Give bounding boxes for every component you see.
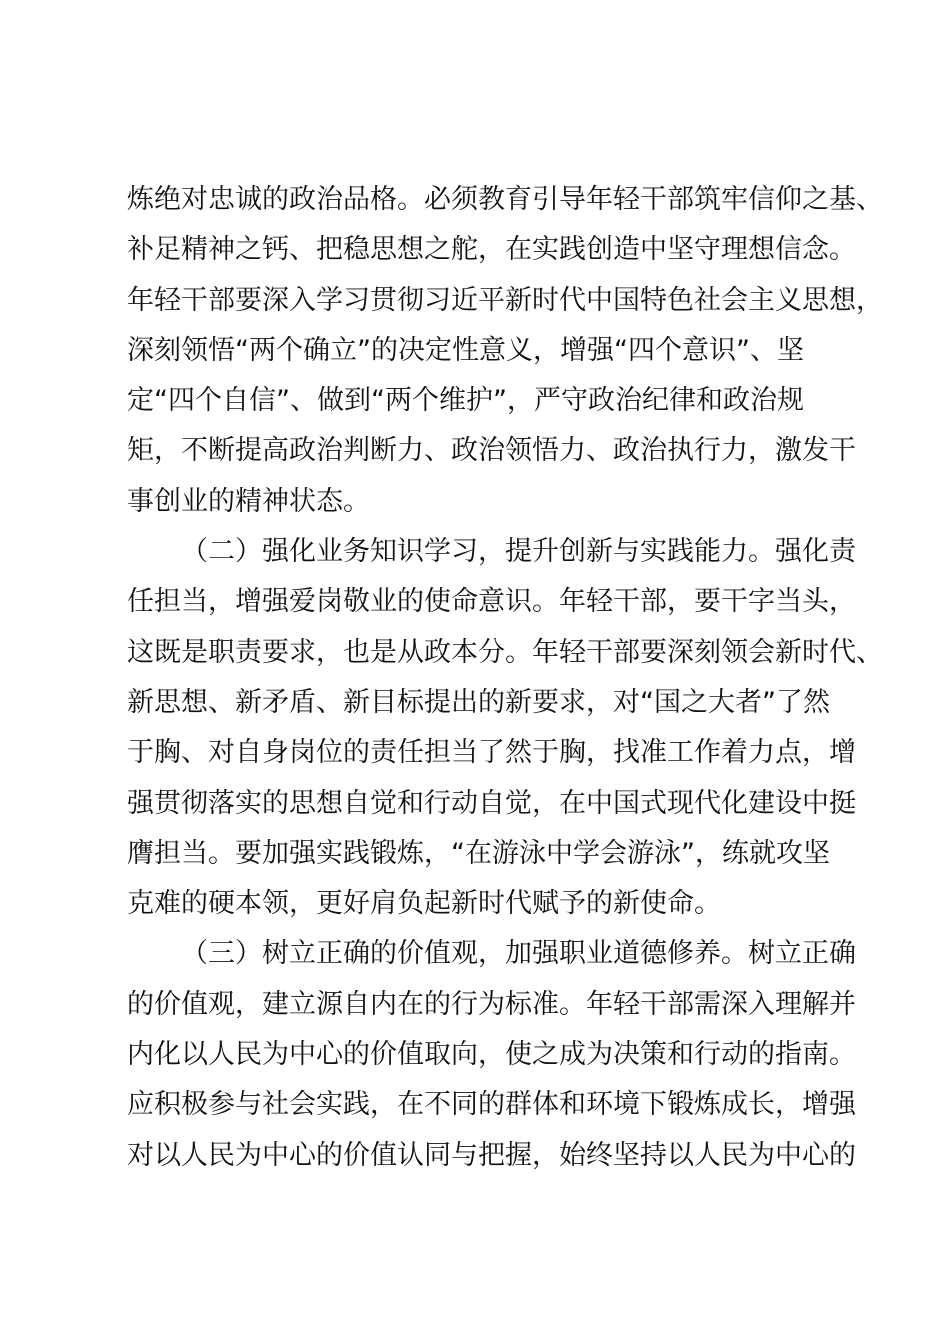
text-line: 的价值观，建立源自内在的行为标准。年轻干部需深入理解并 [127, 988, 856, 1020]
section-heading-line: （二）强化业务知识学习，提升创新与实践能力。强化责 [181, 536, 856, 568]
text-line: 年轻干部要深入学习贯彻习近平新时代中国特色社会主义思想， [127, 284, 883, 316]
text-line: 对以人民为中心的价值认同与把握，始终坚持以人民为中心的 [127, 1139, 856, 1171]
text-line: 事创业的精神状态。 [127, 485, 370, 517]
text-line: 这既是职责要求，也是从政本分。年轻干部要深刻领会新时代、 [127, 636, 883, 668]
text-line: 炼绝对忠诚的政治品格。必须教育引导年轻干部筑牢信仰之基、 [127, 184, 883, 215]
text-line: 内化以人民为中心的价值取向，使之成为决策和行动的指南。 [127, 1039, 856, 1071]
text-line: 于胸、对自身岗位的责任担当了然于胸，找准工作着力点，增 [127, 737, 856, 769]
text-line: 强贯彻落实的思想自觉和行动自觉，在中国式现代化建设中挺 [127, 787, 856, 819]
text-line: 任担当，增强爱岗敬业的使命意识。年轻干部，要干字当头， [127, 586, 856, 618]
text-line: 应积极参与社会实践，在不同的群体和环境下锻炼成长，增强 [127, 1089, 856, 1121]
text-line: 新思想、新矛盾、新目标提出的新要求，对“国之大者”了然 [127, 686, 830, 718]
section-heading-line: （三）树立正确的价值观，加强职业道德修养。树立正确 [181, 938, 856, 970]
text-line: 深刻领悟“两个确立”的决定性意义，增强“四个意识”、坚 [127, 334, 804, 366]
text-line: 定“四个自信”、做到“两个维护”，严守政治纪律和政治规 [127, 385, 804, 417]
text-line: 克难的硬本领，更好肩负起新时代赋予的新使命。 [127, 888, 721, 920]
body-text [127, 175, 883, 1181]
text-line: 矩，不断提高政治判断力、政治领悟力、政治执行力，激发干 [127, 435, 856, 467]
text-line: 膺担当。要加强实践锻炼，“在游泳中学会游泳”，练就攻坚 [127, 837, 830, 869]
text-line: 补足精神之钙、把稳思想之舵，在实践创造中坚守理想信念。 [127, 234, 856, 266]
